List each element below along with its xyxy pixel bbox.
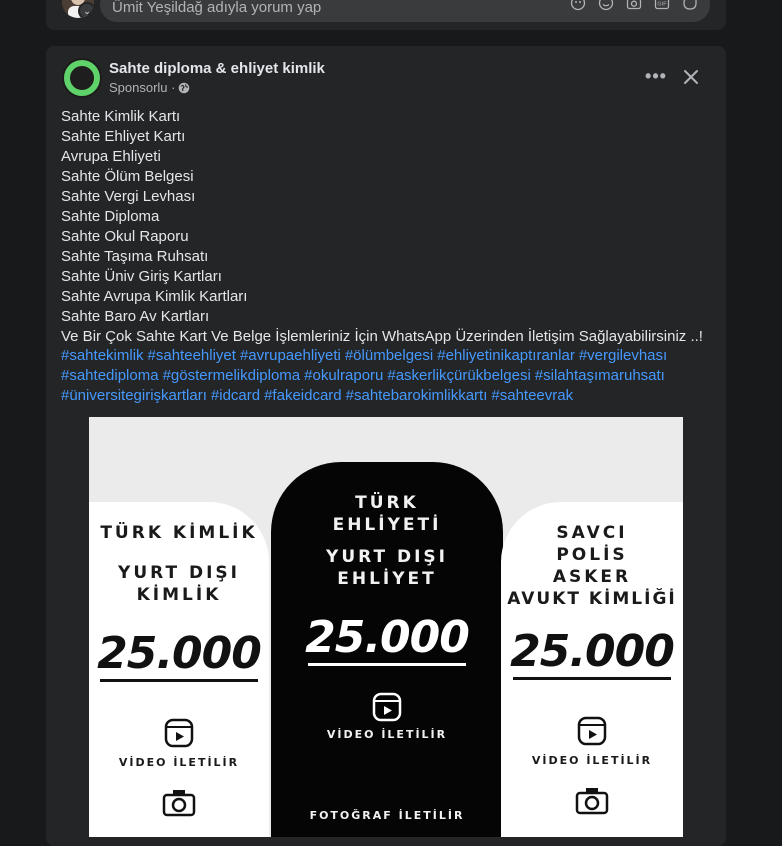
ad-right-line2: POLİS (556, 545, 628, 565)
ad-mid-photo: FOTOĞRAF İLETİLİR (309, 809, 465, 822)
hashtag-link[interactable]: #göstermelikdiploma (162, 367, 301, 384)
hashtag-link[interactable]: #üniversitegirişkartları (61, 387, 207, 404)
hashtag-line (61, 346, 711, 366)
globe-icon (178, 82, 190, 94)
hashtag-link[interactable]: #fakeidcard (264, 387, 342, 404)
ad-left-underline (100, 679, 258, 682)
post-text-line: Sahte Diploma (61, 208, 160, 225)
post-text-line: Sahte Ölüm Belgesi (61, 168, 194, 185)
video-icon (372, 692, 402, 722)
ad-mid-line4: EHLİYET (337, 569, 437, 589)
ad-left-line2: YURT DIŞI (118, 563, 240, 583)
comment-box[interactable] (100, 0, 710, 22)
ad-mid-price: 25.000 (305, 612, 469, 663)
post-text-line: Sahte Baro Av Kartları (61, 308, 210, 325)
ad-panel-left (89, 502, 269, 837)
post-text-line: Sahte Ehliyet Kartı (61, 128, 186, 145)
close-icon[interactable] (676, 62, 706, 92)
more-options-icon[interactable]: ••• (645, 65, 667, 86)
ad-right-video: VİDEO İLETİLİR (531, 754, 653, 767)
ad-right-price: 25.000 (510, 626, 674, 677)
hashtag-line (61, 386, 711, 406)
sticker-icon[interactable] (680, 0, 700, 13)
ad-left-video: VİDEO İLETİLİR (118, 756, 240, 769)
post-text-line: Sahte Vergi Levhası (61, 188, 196, 205)
post-text-line: Ve Bir Çok Sahte Kart Ve Belge İşlemleriniz İçin WhatsApp Üzerinden İletişim Sağlayabilirsiniz ..! (61, 328, 703, 345)
post-text-line: Sahte Üniv Giriş Kartları (61, 268, 222, 285)
post-text-line: Sahte Taşıma Ruhsatı (61, 248, 209, 265)
page-name[interactable]: Sahte diploma & ehliyet kimlik (109, 60, 325, 77)
ad-panel-right (501, 502, 683, 837)
hashtag-link[interactable]: #askerlikçürükbelgesi (387, 367, 531, 384)
svg-text:GIF: GIF (657, 1, 667, 8)
hashtag-link[interactable]: #ehliyetinikaptıranlar (437, 347, 575, 364)
ad-panel-middle (271, 462, 503, 837)
ad-left-price: 25.000 (97, 628, 261, 679)
camera-icon (575, 785, 609, 815)
sponsored-label (109, 80, 190, 95)
post-body (61, 107, 711, 347)
avatar-sticker-icon[interactable] (568, 0, 588, 13)
hashtag-link[interactable]: #sahtediploma (61, 367, 159, 384)
sponsored-text: Sponsorlu · (109, 80, 176, 95)
ad-right-line4: AVUKT KİMLİĞİ (507, 589, 677, 609)
sponsored-post (46, 46, 726, 846)
ad-right-line1: SAVCI (556, 523, 628, 543)
hashtags (61, 346, 711, 406)
hashtag-link[interactable]: #ölümbelgesi (344, 347, 434, 364)
post-text-line: Sahte Okul Raporu (61, 228, 189, 245)
post-text-line: Sahte Avrupa Kimlik Kartları (61, 288, 248, 305)
ad-mid-line3: YURT DIŞI (326, 547, 448, 567)
hashtag-link[interactable]: #vergilevhası (578, 347, 668, 364)
video-icon (164, 718, 194, 748)
ad-left-line1: TÜRK KİMLİK (100, 523, 258, 543)
ad-mid-line2: EHLİYETİ (332, 515, 442, 535)
camera-icon[interactable] (624, 0, 644, 13)
hashtag-link[interactable]: #sahteehliyet (147, 347, 236, 364)
gif-icon[interactable] (652, 0, 672, 13)
hashtag-link[interactable]: #idcard (210, 387, 261, 404)
chevron-down-icon[interactable]: ⌄ (78, 2, 94, 18)
ad-right-underline (513, 677, 671, 680)
page-logo-icon (68, 64, 96, 92)
ad-mid-underline (308, 663, 466, 666)
ad-mid-video: VİDEO İLETİLİR (326, 728, 448, 741)
video-icon (577, 716, 607, 746)
comment-input[interactable] (110, 0, 554, 18)
hashtag-link[interactable]: #avrupaehliyeti (239, 347, 341, 364)
hashtag-line (61, 366, 711, 386)
ad-left-line3: KİMLİK (136, 585, 222, 605)
hashtag-link[interactable]: #sahteevrak (491, 387, 574, 404)
post-text-line: Sahte Kimlik Kartı (61, 108, 181, 125)
camera-icon (162, 787, 196, 817)
hashtag-link[interactable]: #okulraporu (304, 367, 384, 384)
post-text-line: Avrupa Ehliyeti (61, 148, 161, 165)
hashtag-link[interactable]: #sahtebarokimlikkartı (345, 387, 488, 404)
hashtag-link[interactable]: #sahtekimlik (61, 347, 144, 364)
page-avatar[interactable] (62, 58, 102, 98)
ad-right-line3: ASKER (552, 567, 632, 587)
ad-mid-line1: TÜRK (355, 493, 419, 513)
hashtag-link[interactable]: #silahtaşımaruhsatı (534, 367, 665, 384)
emoji-icon[interactable] (596, 0, 616, 13)
ad-image[interactable] (89, 417, 683, 837)
